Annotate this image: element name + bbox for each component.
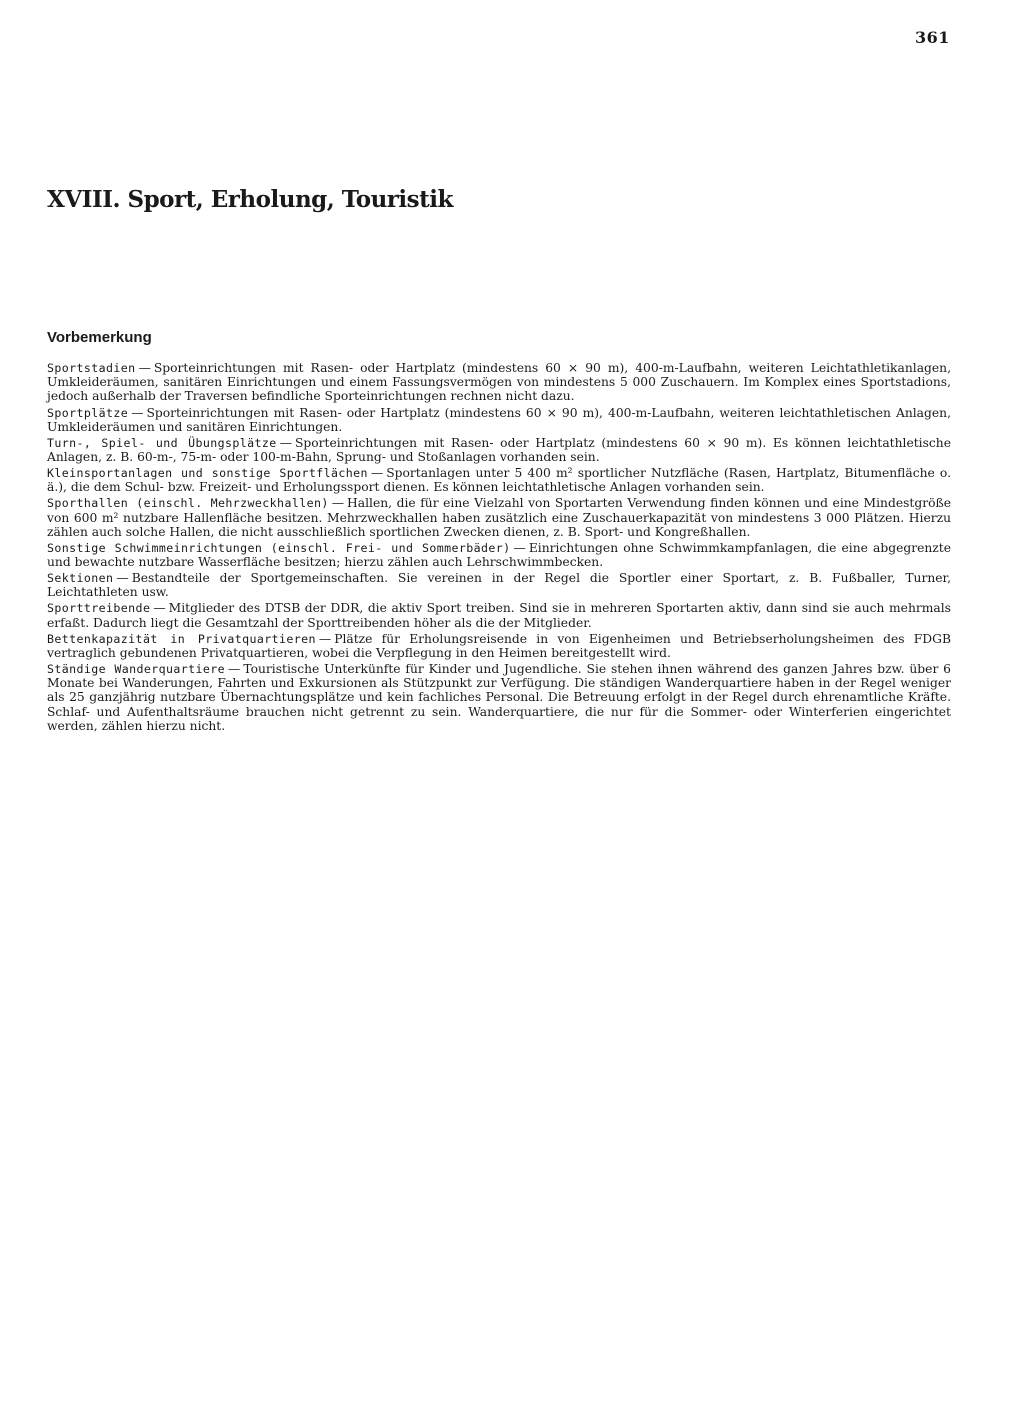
definition-term: Sporttreibende (47, 601, 151, 616)
definition-text: Mitglieder des DTSB der DDR, die aktiv Sport treiben. Sind sie in mehreren Sportarten aktiv, dann sind sie auch mehrmals erfaßt. Dadurch liegt die Gesamtzahl der Sporttreibenden höher als die der Mitglieder. (47, 601, 951, 630)
definition-text: Touristische Unterkünfte für Kinder und Jugendliche. Sie stehen ihnen während des ganzen Jahres bzw. über 6 Monate bei Wanderungen, Fahrten und Exkursionen als Stützpunkt zur Verfügung. Die ständigen Wanderquartiere haben in der Regel weniger als 25 ganzjährig nutzbare Übernachtungsplätze und kein fachliches Personal. Die Betreuung erfolgt in der Regel durch ehrenamtliche Kräfte. Schlaf- und Aufenthaltsräume brauchen nicht getrennt zu sein. Wanderquartiere, die nur für die Sommer- oder Winterferien eingerichtet werden, zählen hierzu nicht. (47, 662, 951, 733)
definition-entry: Sportstadien — Sporteinrichtungen mit Rasen- oder Hartplatz (mindestens 60 × 90 m), 400-m-Laufbahn, weiteren Leichtathletikanlagen, Umkleideräumen, sanitären Einrichtungen und einem Fassungsvermögen von mindestens 5 000 Zuschauern. Im Komplex eines Sportstadions, jedoch außerhalb der Traversen befindliche Sporteinrichtungen rechnen nicht dazu. (47, 361, 951, 404)
definition-entry: Ständige Wanderquartiere — Touristische Unterkünfte für Kinder und Jugendliche. Sie stehen ihnen während des ganzen Jahres bzw. über 6 Monate bei Wanderungen, Fahrten und Exkursionen als Stützpunkt zur Verfügung. Die ständigen Wanderquartiere haben in der Regel weniger als 25 ganzjährig nutzbare Übernachtungsplätze und kein fachliches Personal. Die Betreuung erfolgt in der Regel durch ehrenamtliche Kräfte. Schlaf- und Aufenthaltsräume brauchen nicht getrennt zu sein. Wanderquartiere, die nur für die Sommer- oder Winterferien eingerichtet werden, zählen hierzu nicht. (47, 662, 951, 733)
definition-term: Bettenkapazität in Privatquartieren (47, 631, 316, 646)
definition-entry: Sporttreibende — Mitglieder des DTSB der DDR, die aktiv Sport treiben. Sind sie in mehreren Sportarten aktiv, dann sind sie auch mehrmals erfaßt. Dadurch liegt die Gesamtzahl der Sporttreibenden höher als die der Mitglieder. (47, 601, 951, 630)
definition-text: Sporteinrichtungen mit Rasen- oder Hartplatz (mindestens 60 × 90 m), 400-m-Laufbahn, weiteren Leichtathletikanlagen, Umkleideräumen, sanitären Einrichtungen und einem Fassungsvermögen von mindestens 5 000 Zuschauern. Im Komplex eines Sportstadions, jedoch außerhalb der Traversen befindliche Sporteinrichtungen rechnen nicht dazu. (47, 361, 951, 404)
definition-term: Turn-, Spiel- und Übungsplätze (47, 435, 277, 450)
definitions-list (47, 361, 951, 735)
definition-term: Sonstige Schwimmeinrichtungen (einschl. Frei- und Sommerbäder) (47, 540, 511, 555)
definition-text: Hallen, die für eine Vielzahl von Sportarten Verwendung finden können und eine Mindestgröße von 600 m² nutzbare Hallenfläche besitzen. Mehrzweckhallen haben zusätzlich eine Zuschauerkapazität von mindestens 3 000 Plätzen. Hierzu zählen auch solche Hallen, die nicht ausschließlich sportlichen Zwecken dienen, z. B. Sport- und Kongreßhallen. (47, 496, 951, 539)
definition-entry: Sonstige Schwimmeinrichtungen (einschl. Frei- und Sommerbäder) — Einrichtungen ohne Schwimmkampfanlagen, die eine abgegrenzte und bewachte nutzbare Wasserfläche besitzen; hierzu zählen auch Lehrschwimmbecken. (47, 540, 952, 570)
definition-entry: Kleinsportanlagen und sonstige Sportflächen — Sportanlagen unter 5 400 m² sportlicher Nutzfläche (Rasen, Hartplatz, Bitumenfläche o. ä.), die dem Schul- bzw. Freizeit- und Erholungssport dienen. Es können leichtathletische Anlagen vorhanden sein. (47, 466, 951, 495)
section-heading: Vorbemerkung (47, 329, 152, 346)
page-number: 361 (915, 28, 950, 47)
definition-text: Sporteinrichtungen mit Rasen- oder Hartplatz (mindestens 60 × 90 m), 400-m-Laufbahn, weiteren leichtathletischen Anlagen, Umkleideräumen und sanitären Einrichtungen. (47, 405, 951, 434)
definition-term: Ständige Wanderquartiere (47, 662, 226, 677)
definition-term: Kleinsportanlagen und sonstige Sportflächen (47, 466, 368, 481)
definition-entry: Sportplätze — Sporteinrichtungen mit Rasen- oder Hartplatz (mindestens 60 × 90 m), 400-m-Laufbahn, weiteren leichtathletischen Anlagen, Umkleideräumen und sanitären Einrichtungen. (47, 405, 951, 434)
definition-entry: Turn-, Spiel- und Übungsplätze — Sporteinrichtungen mit Rasen- oder Hartplatz (mindestens 60 × 90 m). Es können leichtathletische Anlagen, z. B. 60-m-, 75-m- oder 100-m-Bahn, Sprung- und Stoßanlagen vorhanden sein. (47, 435, 951, 464)
definition-text: Plätze für Erholungsreisende in von Eigenheimen und Betriebserholungsheimen des FDGB vertraglich gebundenen Privatquartieren, wobei die Verpflegung in den Heimen bereitgestellt wird. (47, 631, 951, 660)
definition-term: Sporthallen (einschl. Mehrzweckhallen) (47, 496, 329, 511)
definition-term: Sportstadien (47, 361, 136, 375)
definition-text: Sportanlagen unter 5 400 m² sportlicher Nutzfläche (Rasen, Hartplatz, Bitumenfläche o. ä.), die dem Schul- bzw. Freizeit- und Erholungssport dienen. Es können leichtathletische Anlagen vorhanden sein. (47, 466, 951, 495)
definition-term: Sektionen (47, 571, 114, 586)
definition-term: Sportplätze (47, 405, 129, 420)
definition-entry: Sporthallen (einschl. Mehrzweckhallen) — Hallen, die für eine Vielzahl von Sportarten Verwendung finden können und eine Mindestgröße von 600 m² nutzbare Hallenfläche besitzen. Mehrzweckhallen haben zusätzlich eine Zuschauerkapazität von mindestens 3 000 Plätzen. Hierzu zählen auch solche Hallen, die nicht ausschließlich sportlichen Zwecken dienen, z. B. Sport- und Kongreßhallen. (47, 496, 951, 539)
definition-text: Bestandteile der Sportgemeinschaften. Sie vereinen in der Regel die Sportler einer Sportart, z. B. Fußballer, Turner, Leichtathleten usw. (47, 571, 951, 600)
definition-entry: Bettenkapazität in Privatquartieren — Plätze für Erholungsreisende in von Eigenheimen und Betriebserholungsheimen des FDGB vertraglich gebundenen Privatquartieren, wobei die Verpflegung in den Heimen bereitgestellt wird. (47, 631, 951, 660)
definition-entry: Sektionen — Bestandteile der Sportgemeinschaften. Sie vereinen in der Regel die Sportler einer Sportart, z. B. Fußballer, Turner, Leichtathleten usw. (47, 571, 951, 600)
chapter-title: XVIII. Sport, Erholung, Touristik (47, 186, 453, 213)
definition-text: Einrichtungen ohne Schwimmkampfanlagen, die eine abgegrenzte und bewachte nutzbare Wasserfläche besitzen; hierzu zählen auch Lehrschwimmbecken. (47, 540, 952, 570)
definition-text: Sporteinrichtungen mit Rasen- oder Hartplatz (mindestens 60 × 90 m). Es können leichtathletische Anlagen, z. B. 60-m-, 75-m- oder 100-m-Bahn, Sprung- und Stoßanlagen vorhanden sein. (47, 435, 951, 464)
